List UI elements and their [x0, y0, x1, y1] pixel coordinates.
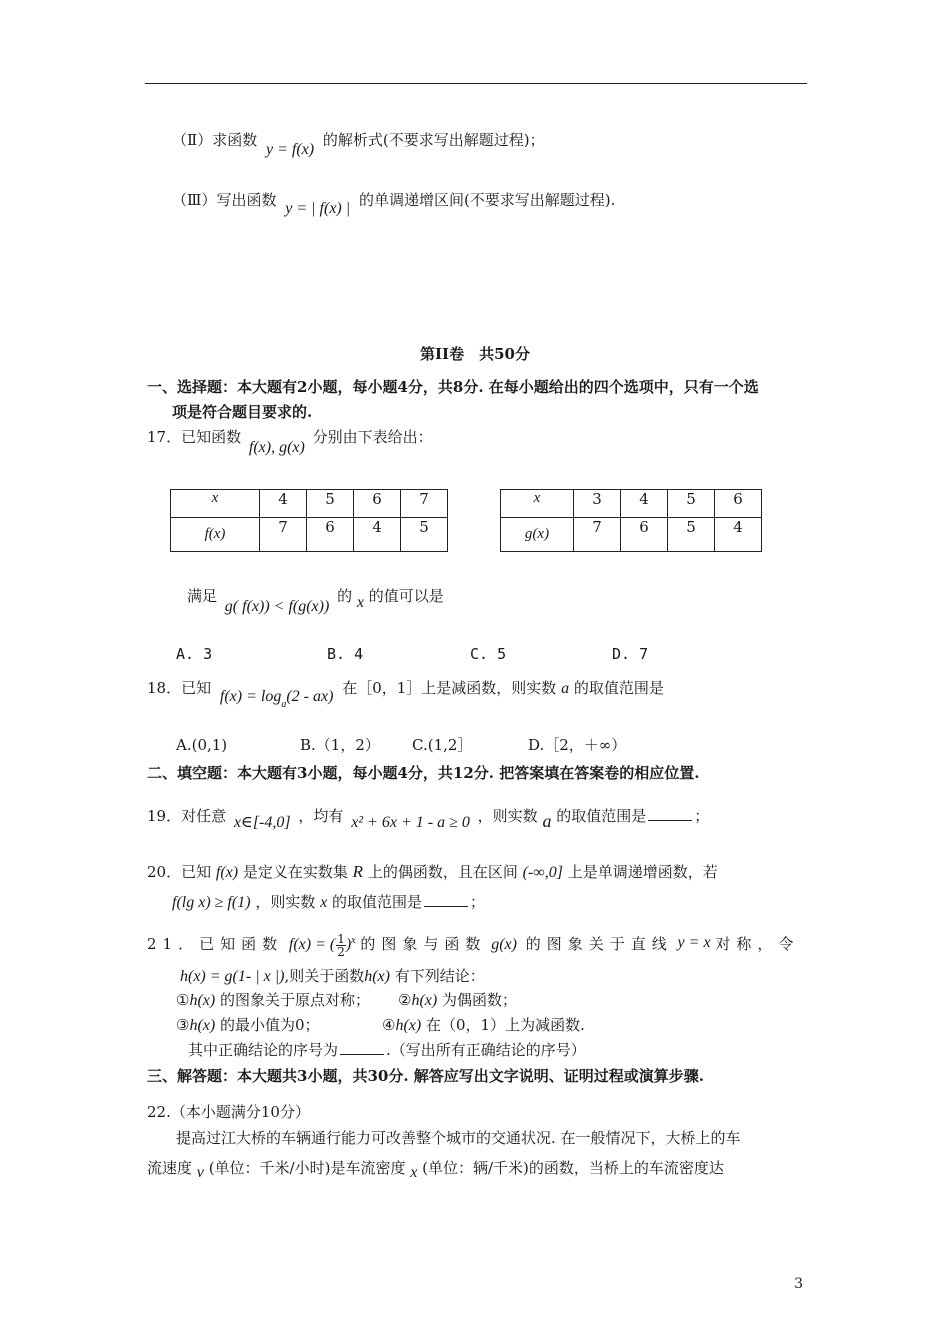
q21-conclusion-2	[398, 990, 517, 1011]
table-g	[500, 489, 762, 552]
q20-line2	[172, 892, 485, 913]
table-f-x-cell: 7	[401, 490, 448, 518]
table-f-y-cell: 7	[260, 518, 307, 552]
q18-option-c: C.(1,2］	[412, 736, 473, 754]
q20-end: ；	[470, 893, 486, 911]
q21-math-h: h(x) = g(1- | x |)	[180, 968, 285, 985]
q18-math-arg: (2 - ax)	[286, 688, 334, 705]
q18-tail: 的取值范围是	[573, 679, 664, 697]
q17-option-b: B. 4	[327, 645, 364, 663]
q17-cond-tail: 的值可以是	[368, 587, 444, 605]
q21-frac-denominator: 2	[337, 944, 345, 959]
q20-math-interval: (-∞,0]	[522, 864, 563, 881]
table-g-y-label: g(x)	[501, 518, 574, 552]
q20-math-f: f(x)	[215, 864, 239, 881]
table-g-x-cell: 6	[715, 490, 762, 518]
q17-option-d: D. 7	[612, 645, 649, 663]
q18-log-base: a	[281, 699, 287, 710]
q20-text3: 上是单调递增函数，若	[567, 863, 718, 881]
table-g-y-cell: 7	[574, 518, 621, 552]
q18-stem	[147, 678, 664, 710]
q21-c4-number: ④	[382, 1016, 396, 1034]
part2-math: y = f(x)	[265, 141, 315, 158]
q17-cond-pre: 满足	[187, 587, 218, 605]
sec1-line2: 项是符合题目要求的.	[172, 403, 313, 421]
table-f-x-cell: 6	[354, 490, 401, 518]
table-f-y-cell: 6	[307, 518, 354, 552]
q21-math-g: g(x)	[491, 936, 517, 953]
q21-final-post: .（写出所有正确结论的序号）	[386, 1041, 586, 1059]
q21-exponent: x	[351, 935, 356, 946]
q21-c4-text: 在（0，1）上为减函数.	[426, 1016, 585, 1034]
q19-tail: 的取值范围是	[556, 807, 647, 825]
q20-math-r: R	[352, 862, 364, 881]
sec2-heading: 二、填空题：本大题有3小题，每小题4分，共12分. 把答案填在答案卷的相应位置.	[147, 764, 700, 782]
table-f-x-label: x	[171, 490, 260, 518]
q21-line2	[180, 966, 485, 987]
q21-final	[188, 1040, 586, 1060]
sec1-line1: 一、选择题：本大题有2小题，每小题4分，共8分. 在每小题给出的四个选项中，只有一个选	[147, 378, 759, 396]
part3-tail: 的单调递增区间(不要求写出解题过程).	[358, 191, 616, 209]
part3-label: （Ⅲ）写出函数	[172, 191, 277, 209]
q21-c2-math: h(x)	[411, 992, 438, 1009]
q17-condition	[187, 586, 444, 615]
part2-tail: 的解析式(不要求写出解题过程)；	[322, 131, 545, 149]
q20-text2: 上的偶函数，且在区间	[367, 863, 518, 881]
table-g-y-cell: 4	[715, 518, 762, 552]
q19-math-domain: x∈[-4,0]	[233, 814, 291, 831]
table-g-x-cell: 5	[668, 490, 715, 518]
table-f-x-cell: 5	[307, 490, 354, 518]
q21-conclusion-4	[382, 1015, 585, 1036]
q20-var: x	[320, 894, 328, 911]
q19-math-ineq: x² + 6x + 1 - a ≥ 0	[351, 814, 470, 831]
q17-cond-math: g( f(x)) < f(g(x))	[224, 598, 330, 615]
q22-line2	[147, 1158, 724, 1179]
q21-c4-math: h(x)	[395, 1017, 422, 1034]
q19-var: a	[542, 811, 552, 831]
table-g-x-cell: 3	[574, 490, 621, 518]
q21-number: 21．已知函数	[147, 935, 284, 953]
section-title: 第II卷 共50分	[420, 345, 530, 363]
table-f-y-label: f(x)	[171, 518, 260, 552]
q19-end: ；	[694, 807, 710, 825]
table-f	[170, 489, 448, 552]
q21-math-line: y = x	[677, 934, 711, 951]
q21-c1-text: 的图象关于原点对称；	[220, 991, 371, 1009]
q21-line2-math: h(x)	[364, 968, 390, 985]
q18-math: f(x) = log	[219, 688, 282, 705]
q17-tail: 分别由下表给出：	[312, 428, 433, 446]
q17-number: 17．已知函数	[147, 428, 242, 446]
q21-c2-number: ②	[398, 991, 412, 1009]
q21-c1-number: ①	[176, 991, 190, 1009]
q20-number: 20．已知	[147, 863, 212, 881]
q17-stem	[147, 427, 433, 456]
q21-frac-numerator: 1	[337, 931, 345, 946]
q18-var: a	[561, 680, 570, 697]
q21-math-paren: )	[345, 936, 352, 953]
q17-option-a: A. 3	[176, 645, 213, 663]
table-f-y-cell: 5	[401, 518, 448, 552]
table-f-y-cell: 4	[354, 518, 401, 552]
q21-line2-text: ,则关于函数	[284, 967, 365, 985]
q22-var-x: x	[410, 1164, 418, 1181]
q17-cond-mid: 的	[337, 587, 353, 605]
part3-line	[172, 190, 616, 217]
q20-text1: 是定义在实数集	[242, 863, 348, 881]
q19-mid: ，均有	[298, 807, 344, 825]
q22-line1: 提高过江大桥的车辆通行能力可改善整个城市的交通状况. 在一般情况下，大桥上的车	[176, 1129, 741, 1147]
q18-mid: 在［0，1］上是减函数，则实数	[342, 679, 557, 697]
q22-number: 22.（本小题满分10分）	[147, 1103, 310, 1121]
q19-answer-blank	[648, 806, 692, 821]
q17-math: f(x), g(x)	[248, 439, 305, 456]
table-g-y-cell: 5	[668, 518, 715, 552]
q17-option-c: C. 5	[470, 645, 507, 663]
q22-line2-tail: (单位：辆/千米)的函数，当桥上的车流密度达	[422, 1159, 724, 1177]
sec3-heading: 三、解答题：本大题共3小题，共30分. 解答应写出文字说明、证明过程或演算步骤.	[147, 1067, 704, 1085]
q21-answer-blank	[340, 1040, 384, 1055]
q20-line1	[147, 862, 718, 883]
q21-text3: 对称，令	[715, 935, 800, 953]
q21-line1	[147, 931, 799, 958]
part2-line	[172, 130, 545, 158]
q21-c2-text: 为偶函数；	[442, 991, 518, 1009]
table-g-y-cell: 6	[621, 518, 668, 552]
q22-line2-pre: 流速度	[147, 1159, 193, 1177]
q18-option-b: B.（1，2）	[300, 736, 380, 754]
q21-fraction	[336, 933, 346, 958]
q17-cond-var: x	[356, 594, 364, 611]
q20-text4: ，则实数	[255, 893, 316, 911]
q21-conclusion-3	[176, 1015, 320, 1036]
q19-stem	[147, 805, 710, 831]
q21-line2-text2: 有下列结论：	[394, 967, 485, 985]
part3-math: y = | f(x) |	[285, 200, 351, 217]
q18-number: 18．已知	[147, 679, 212, 697]
header-rule	[145, 83, 807, 84]
q21-conclusion-1	[176, 990, 370, 1011]
q20-answer-blank	[424, 892, 468, 907]
table-g-x-cell: 4	[621, 490, 668, 518]
q21-math-f: f(x) = (	[288, 936, 336, 953]
q22-line2-mid: (单位：千米/小时)是车流密度	[208, 1159, 406, 1177]
part2-label: （Ⅱ）求函数	[172, 131, 258, 149]
page-number: 3	[794, 1276, 803, 1292]
q21-text1: 的图象与函数	[360, 935, 487, 953]
q18-option-a: A.(0,1)	[176, 736, 228, 754]
q19-number: 19．对任意	[147, 807, 227, 825]
table-g-x-label: x	[501, 490, 574, 518]
q21-c3-text: 的最小值为0；	[220, 1016, 320, 1034]
table-f-x-cell: 4	[260, 490, 307, 518]
q21-text2: 的图象关于直线	[525, 935, 673, 953]
q21-c3-number: ③	[176, 1016, 190, 1034]
q20-text5: 的取值范围是	[332, 893, 423, 911]
q22-var-v: v	[196, 1164, 204, 1181]
q21-c3-math: h(x)	[189, 1017, 216, 1034]
q19-mid2: ，则实数	[477, 807, 538, 825]
q20-math-ineq: f(lg x) ≥ f(1)	[172, 894, 251, 911]
q21-final-pre: 其中正确结论的序号为	[188, 1041, 339, 1059]
q18-option-d: D.［2，＋∞）	[528, 736, 627, 754]
q21-c1-math: h(x)	[189, 992, 216, 1009]
